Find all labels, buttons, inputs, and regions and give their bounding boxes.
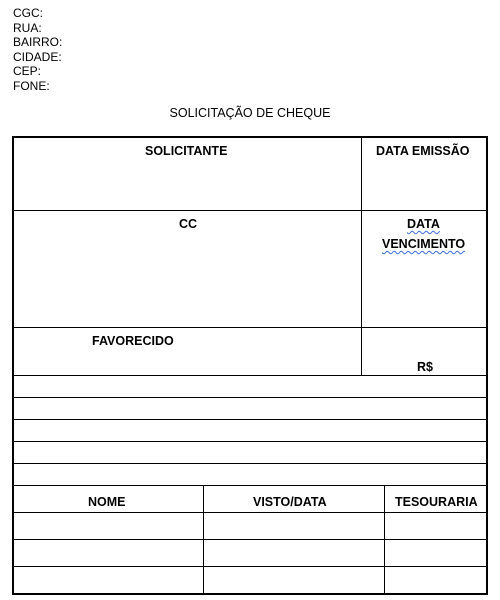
row-divider (14, 512, 486, 513)
column-divider (203, 485, 204, 593)
fone-label: FONE: (13, 78, 50, 93)
cgc-label: CGC: (13, 6, 43, 20)
data-vencimento-label-line1: DATA (407, 217, 440, 231)
data-vencimento-label-line2: VENCIMENTO (382, 237, 466, 251)
row-divider (14, 375, 486, 376)
row-divider (14, 566, 486, 567)
bairro-label: BAIRRO: (13, 35, 63, 49)
column-divider (384, 485, 385, 593)
cc-label: CC (179, 217, 198, 231)
row-divider (14, 441, 486, 442)
cidade-label: CIDADE: (13, 49, 62, 64)
row-divider (14, 327, 486, 328)
tesouraria-column-header: TESOURARIA (395, 495, 478, 509)
form-title: SOLICITAÇÃO DE CHEQUE (169, 106, 331, 120)
data-emissao-label: DATA EMISSÃO (376, 144, 470, 158)
solicitante-label: SOLICITANTE (145, 144, 228, 158)
cep-label: CEP: (13, 64, 42, 78)
row-divider (14, 397, 486, 398)
favorecido-label: FAVORECIDO (92, 334, 174, 348)
nome-column-header: NOME (88, 495, 126, 509)
company-info-block (13, 6, 62, 93)
row-divider (14, 539, 486, 540)
row-divider (14, 210, 486, 211)
row-divider (14, 463, 486, 464)
column-divider (361, 138, 362, 375)
rua-label: RUA: (13, 20, 42, 35)
row-divider (14, 485, 486, 486)
valor-currency-label: R$ (417, 360, 433, 374)
row-divider (14, 419, 486, 420)
cheque-request-form (12, 136, 488, 595)
visto-data-column-header: VISTO/DATA (253, 495, 327, 509)
